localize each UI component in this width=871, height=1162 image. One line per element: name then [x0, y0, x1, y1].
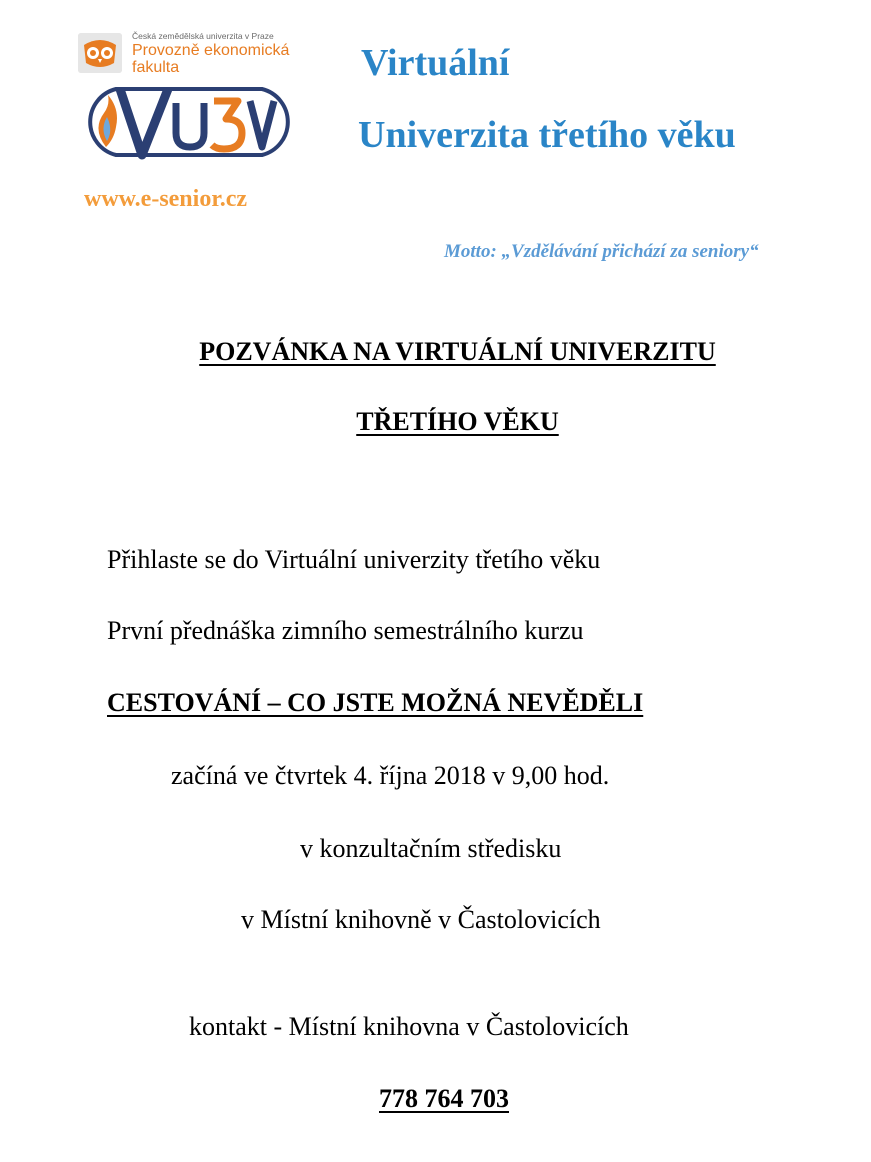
start-date-text: začíná ve čtvrtek 4. října 2018 v 9,00 hod.: [171, 761, 610, 790]
faculty-line-1: Provozně ekonomická: [132, 42, 290, 59]
title-line-2: Univerzita třetího věku: [358, 114, 736, 156]
course-title: CESTOVÁNÍ – CO JSTE MOŽNÁ NEVĚDĚLI: [107, 688, 644, 717]
vu3v-logo: [76, 83, 300, 161]
place-line-2: v Místní knihovně v Častolovicích: [241, 905, 601, 934]
website-url: www.e-senior.cz: [84, 186, 248, 212]
owl-icon: [78, 33, 122, 73]
faculty-logo: [76, 31, 306, 161]
invitation-heading-line-1: POZVÁNKA NA VIRTUÁLNÍ UNIVERZITU: [199, 337, 716, 366]
contact-phone: 778 764 703: [379, 1084, 509, 1113]
invitation-heading-line-2: TŘETÍHO VĚKU: [356, 407, 559, 436]
title-line-1: Virtuální: [361, 42, 510, 84]
faculty-name: [132, 42, 289, 76]
contact-text: kontakt - Místní knihovna v Častolovicích: [189, 1012, 629, 1041]
university-name: Česká zemědělská univerzita v Praze: [132, 31, 274, 41]
place-line-1: v konzultačním středisku: [300, 834, 562, 863]
faculty-line-2: fakulta: [132, 59, 180, 76]
motto: Motto: „Vzdělávání přichází za seniory“: [444, 241, 759, 262]
first-lecture-text: První přednáška zimního semestrálního kurzu: [107, 616, 584, 645]
signup-text: Přihlaste se do Virtuální univerzity třetího věku: [107, 545, 601, 574]
